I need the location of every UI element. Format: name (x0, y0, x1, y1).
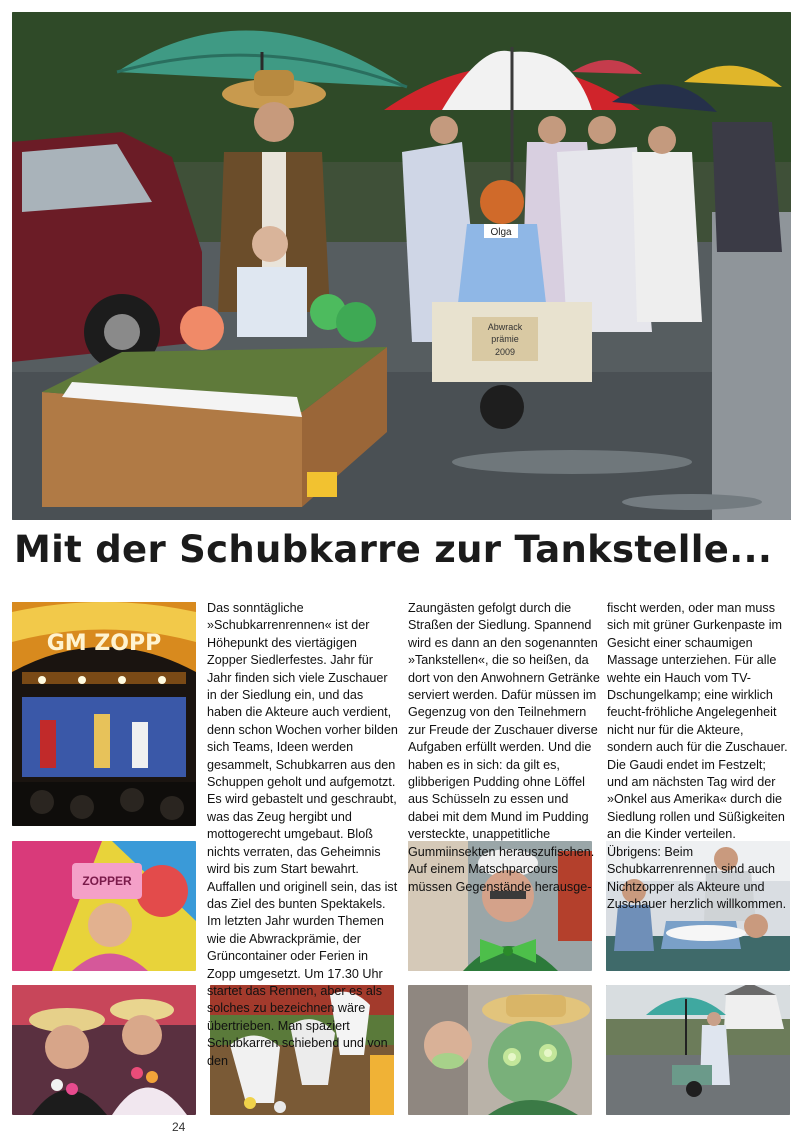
premium-box-year: 2009 (494, 347, 516, 357)
photo-cucumber-face-mask (408, 985, 592, 1115)
photo-woman-zopper-hat (12, 841, 196, 971)
article-column-2: Zaungästen gefolgt durch die Straßen der Siedlung. Spannend wird es dann an den sogenannten »Tankstellen«, die so heißen, da dort von den Anwohnern Getränke serviert werden. Dafür müssen im Gegenzug von den Teilnehmern zur Freude der Zuschauer diverse Aufgaben erfüllt werden. Und die haben es in sich: da gilt es, glibberigen Pudding ohne Löffel aus Schüsseln zu essen und dabei mit dem Mund im Pudding versteckte, unappetitliche Gummiinsekten herauszufischen. Auf einem Matschparcours müssen Gegenstände herausge- (408, 601, 600, 894)
page-number: 24 (172, 1120, 186, 1134)
article-headline: Mit der Schubkarre zur Tankstelle... (14, 528, 773, 571)
photo-festival-stage (12, 602, 196, 826)
photo-umbrella-street (606, 985, 790, 1115)
article-column-3: fischt werden, oder man muss sich mit grüner Gurkenpaste im Gesicht einer schaumigen Massage unterziehen. Für alle wehte ein Hauch vom TV-Dschungelkamp; eine wirklich feucht-fröhliche Angelegenheit nicht nur für die Akteure, sondern auch für die Zuschauer. Die Gaudi endet im Festzelt; und am nächsten Tag wird der »Onkel aus Amerika« durch die Siedlung rollen und Süßigkeiten an die Kinder verteilen. Übrigens: Beim Schubkarrenrennen sind auch Nichtzopper als Akteure und Zuschauer herzlich willkommen. (607, 601, 788, 911)
premium-box-label-2: prämie (491, 334, 519, 344)
hero-photo-wheelbarrow-parade (12, 12, 791, 520)
doll-name-tag: Olga (490, 227, 512, 238)
hero-photo-graphic (12, 12, 791, 520)
photo-hawaiian-couple (12, 985, 196, 1115)
stage-banner-text: GM ZOPP (46, 631, 162, 656)
hat-sign-text: ZOPPER (82, 874, 132, 888)
premium-box-label-1: Abwrack (487, 322, 523, 332)
article-column-1: Das sonntägliche »Schubkarrenrennen« ist der Höhepunkt des viertägigen Zopper Siedlerfestes. Jahr für Jahr finden sich viele Zuschauer in der Siedlung ein, und das haben die Akteure auch verdient, denn schon Wochen vorher bilden sich Teams, Ideen werden gesammelt, Schubkarren aus den Schuppen geholt und aufgemotzt. Es wird gebastelt und geschraubt, was das Zeug hergibt und mottogerecht umgebaut. Bloß nichts verraten, das Geheimnis wird bis zum Start bewahrt. Auffallen und originell sein, das ist das Ziel des bunten Spektakels. Im letzten Jahr wurden Themen wie die Abwrackprämie, der Grüncontainer oder Ferien in Zopp umgesetzt. Um 17.30 Uhr startet das Rennen, aber es als solches zu bezeichnen wäre übertrieben. Man spaziert Schubkarren schiebend und von den (207, 601, 398, 1068)
